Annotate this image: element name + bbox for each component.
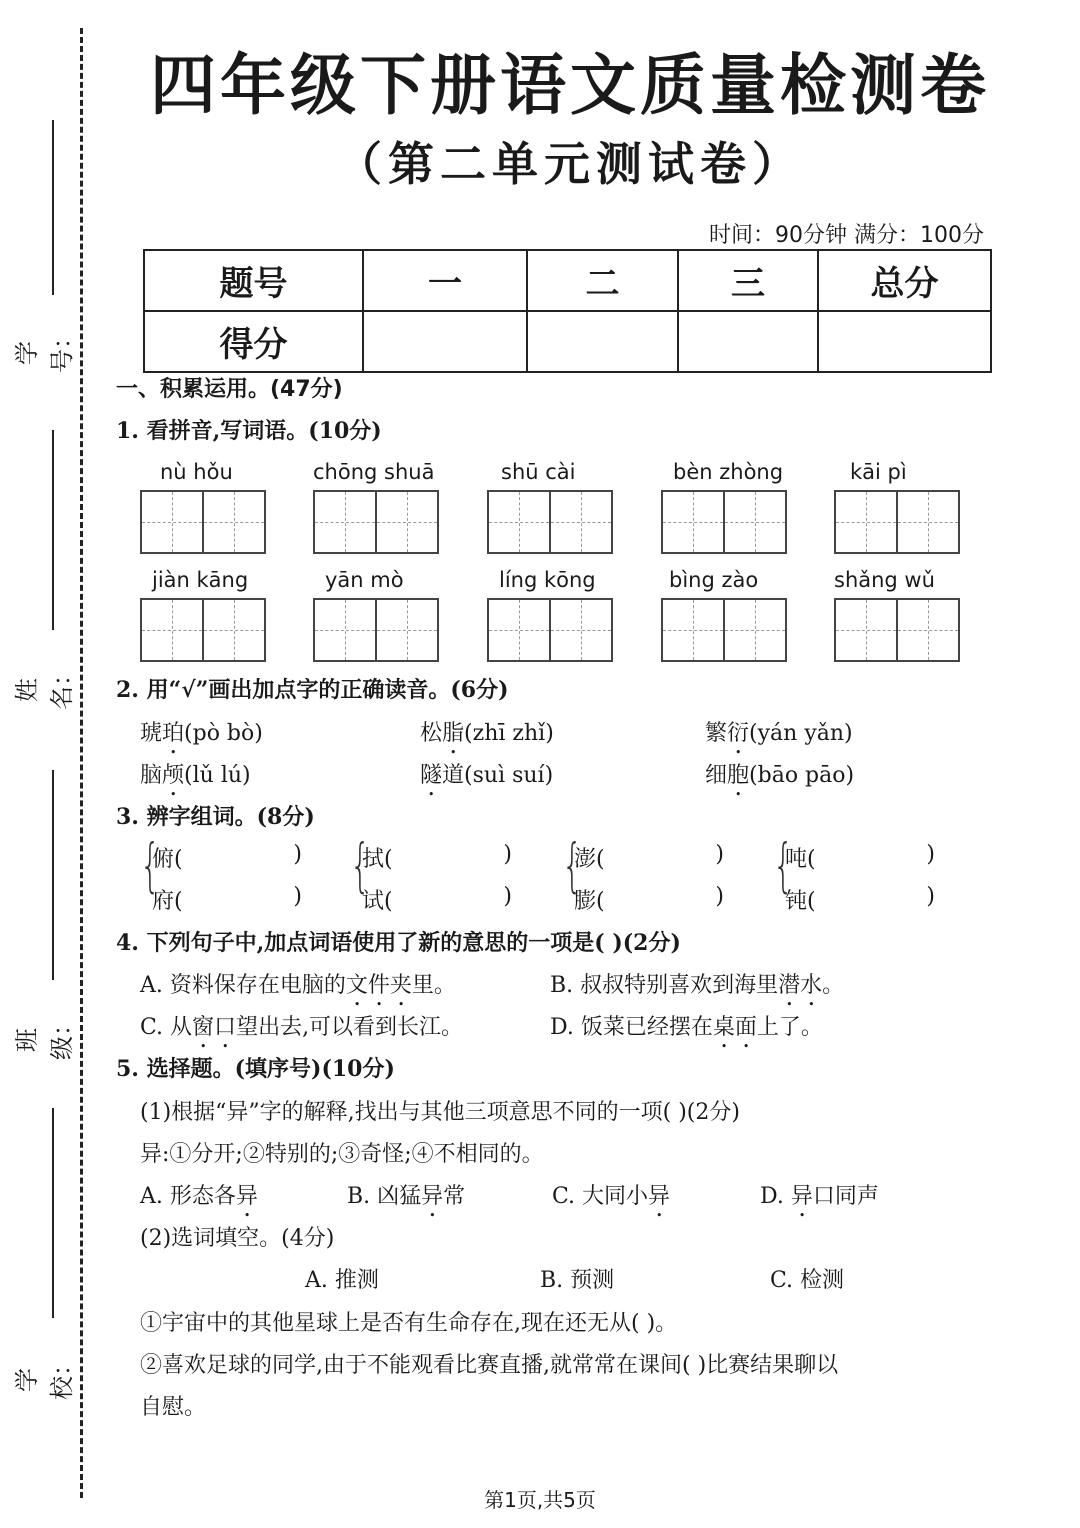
char-grid[interactable] — [661, 490, 787, 554]
q3-item[interactable]: 拭( ) — [362, 842, 512, 872]
q5-choice-d[interactable]: D. 异口同声 — [760, 1184, 879, 1209]
score-cell: 三 — [678, 250, 818, 311]
page-footer: 第1页,共5页 — [484, 1488, 596, 1512]
q3-item[interactable]: 吨( ) — [785, 842, 935, 872]
q3-item[interactable]: 澎( ) — [574, 842, 724, 872]
q2-item: 琥珀(pò bò) — [140, 721, 263, 746]
score-cell: 二 — [527, 250, 678, 311]
pinyin-text: chōng shuā — [313, 460, 435, 484]
class-label: 班级： — [13, 1012, 76, 1060]
char-grid[interactable] — [140, 598, 266, 662]
pinyin-text: shǎng wǔ — [834, 568, 935, 592]
q5-sentence-2-cont: 自慰。 — [140, 1395, 207, 1420]
q2-item: 脑颅(lǔ lú) — [140, 763, 251, 788]
score-cell: 一 — [363, 250, 527, 311]
q4-option-d[interactable]: D. 饭菜已经摆在桌面上了。 — [550, 1015, 823, 1040]
pinyin-text: jiàn kāng — [152, 568, 249, 592]
q5-word-c: C. 检测 — [770, 1268, 845, 1293]
q3-title: 3. 辨字组词。(8分) — [116, 804, 315, 830]
section1-heading: 一、积累运用。(47分) — [116, 377, 343, 402]
q3-item[interactable]: 膨( ) — [574, 884, 724, 914]
score-row-label: 得分 — [144, 311, 363, 372]
q2-item: 松脂(zhī zhǐ) — [420, 721, 554, 746]
score-blank[interactable] — [527, 311, 678, 372]
char-grid[interactable] — [140, 490, 266, 554]
binding-dashed-line — [80, 28, 83, 1498]
q5-sentence-1[interactable]: ①宇宙中的其他星球上是否有生命存在,现在还无从( )。 — [140, 1311, 678, 1336]
score-blank[interactable] — [363, 311, 527, 372]
q1-title: 1. 看拼音,写词语。(10分) — [116, 418, 382, 444]
class-line[interactable] — [52, 770, 54, 980]
q2-item: 细胞(bāo pāo) — [705, 763, 855, 788]
char-grid[interactable] — [834, 598, 960, 662]
q2-pron[interactable]: (lǔ lú) — [184, 763, 251, 788]
name-label: 姓名： — [13, 662, 76, 710]
score-table-header-row — [144, 250, 991, 311]
brace-icon: { — [773, 831, 794, 899]
q5-sentence-2[interactable]: ②喜欢足球的同学,由于不能观看比赛直播,就常常在课间( )比赛结果聊以 — [140, 1353, 839, 1378]
q3-item[interactable]: 钝( ) — [785, 884, 935, 914]
score-cell: 题号 — [144, 250, 363, 311]
q4-option-c[interactable]: C. 从窗口望出去,可以看到长江。 — [140, 1015, 464, 1040]
score-table — [143, 249, 992, 373]
q5-word-a: A. 推测 — [305, 1268, 379, 1293]
student-no-label: 学号： — [13, 325, 76, 373]
q4-option-a[interactable]: A. 资料保存在电脑的文件夹里。 — [140, 973, 456, 998]
q2-item: 隧道(suì suí) — [420, 763, 554, 788]
score-table-score-row — [144, 311, 991, 372]
q2-pron[interactable]: (yán yǎn) — [749, 721, 853, 746]
q5-title: 5. 选择题。(填序号)(10分) — [116, 1056, 395, 1082]
q2-pron[interactable]: (pò bò) — [184, 721, 263, 746]
q2-pron[interactable]: (bāo pāo) — [749, 763, 855, 788]
pinyin-text: líng kōng — [499, 568, 596, 592]
q5-word-b: B. 预测 — [540, 1268, 615, 1293]
char-grid[interactable] — [487, 490, 613, 554]
pinyin-text: yān mò — [325, 568, 404, 592]
char-grid[interactable] — [487, 598, 613, 662]
char-grid[interactable] — [313, 490, 439, 554]
q3-item[interactable]: 府( ) — [152, 884, 302, 914]
brace-icon: { — [350, 831, 371, 899]
pinyin-text: bèn zhòng — [673, 460, 784, 484]
page-title: 四年级下册语文质量检测卷 — [150, 47, 990, 124]
q5-part2: (2)选词填空。(4分) — [140, 1226, 335, 1251]
q3-item[interactable]: 俯( ) — [152, 842, 302, 872]
time-info: 时间：90分钟 满分：100分 — [709, 223, 984, 248]
q2-pron[interactable]: (zhī zhǐ) — [464, 721, 554, 746]
q5-choice-c[interactable]: C. 大同小异 — [552, 1184, 671, 1209]
score-cell: 总分 — [818, 250, 991, 311]
char-grid[interactable] — [661, 598, 787, 662]
score-blank[interactable] — [678, 311, 818, 372]
pinyin-text: bìng zào — [669, 568, 759, 592]
q3-item[interactable]: 试( ) — [362, 884, 512, 914]
q5-choice-a[interactable]: A. 形态各异 — [140, 1184, 258, 1209]
pinyin-text: kāi pì — [850, 460, 907, 484]
score-blank[interactable] — [818, 311, 991, 372]
student-no-line[interactable] — [52, 120, 54, 295]
char-grid[interactable] — [834, 490, 960, 554]
name-line[interactable] — [52, 430, 54, 630]
q5-part1: (1)根据“异”字的解释,找出与其他三项意思不同的一项( )(2分) — [140, 1100, 740, 1125]
q5-choice-b[interactable]: B. 凶猛异常 — [347, 1184, 466, 1209]
school-label: 学校： — [13, 1352, 76, 1400]
q5-meaning: 异:①分开;②特别的;③奇怪;④不相同的。 — [140, 1142, 544, 1167]
page-subtitle: （第二单元测试卷） — [336, 137, 804, 191]
pinyin-text: shū cài — [501, 460, 576, 484]
q2-item: 繁衍(yán yǎn) — [705, 721, 853, 746]
pinyin-text: nù hǒu — [160, 460, 233, 484]
q4-title: 4. 下列句子中,加点词语使用了新的意思的一项是( )(2分) — [116, 930, 681, 956]
q2-pron[interactable]: (suì suí) — [464, 763, 554, 788]
brace-icon: { — [562, 831, 583, 899]
brace-icon: { — [140, 831, 161, 899]
char-grid[interactable] — [313, 598, 439, 662]
q2-title: 2. 用“√”画出加点字的正确读音。(6分) — [116, 677, 509, 703]
q4-option-b[interactable]: B. 叔叔特别喜欢到海里潜水。 — [550, 973, 845, 998]
school-line[interactable] — [52, 1108, 54, 1318]
